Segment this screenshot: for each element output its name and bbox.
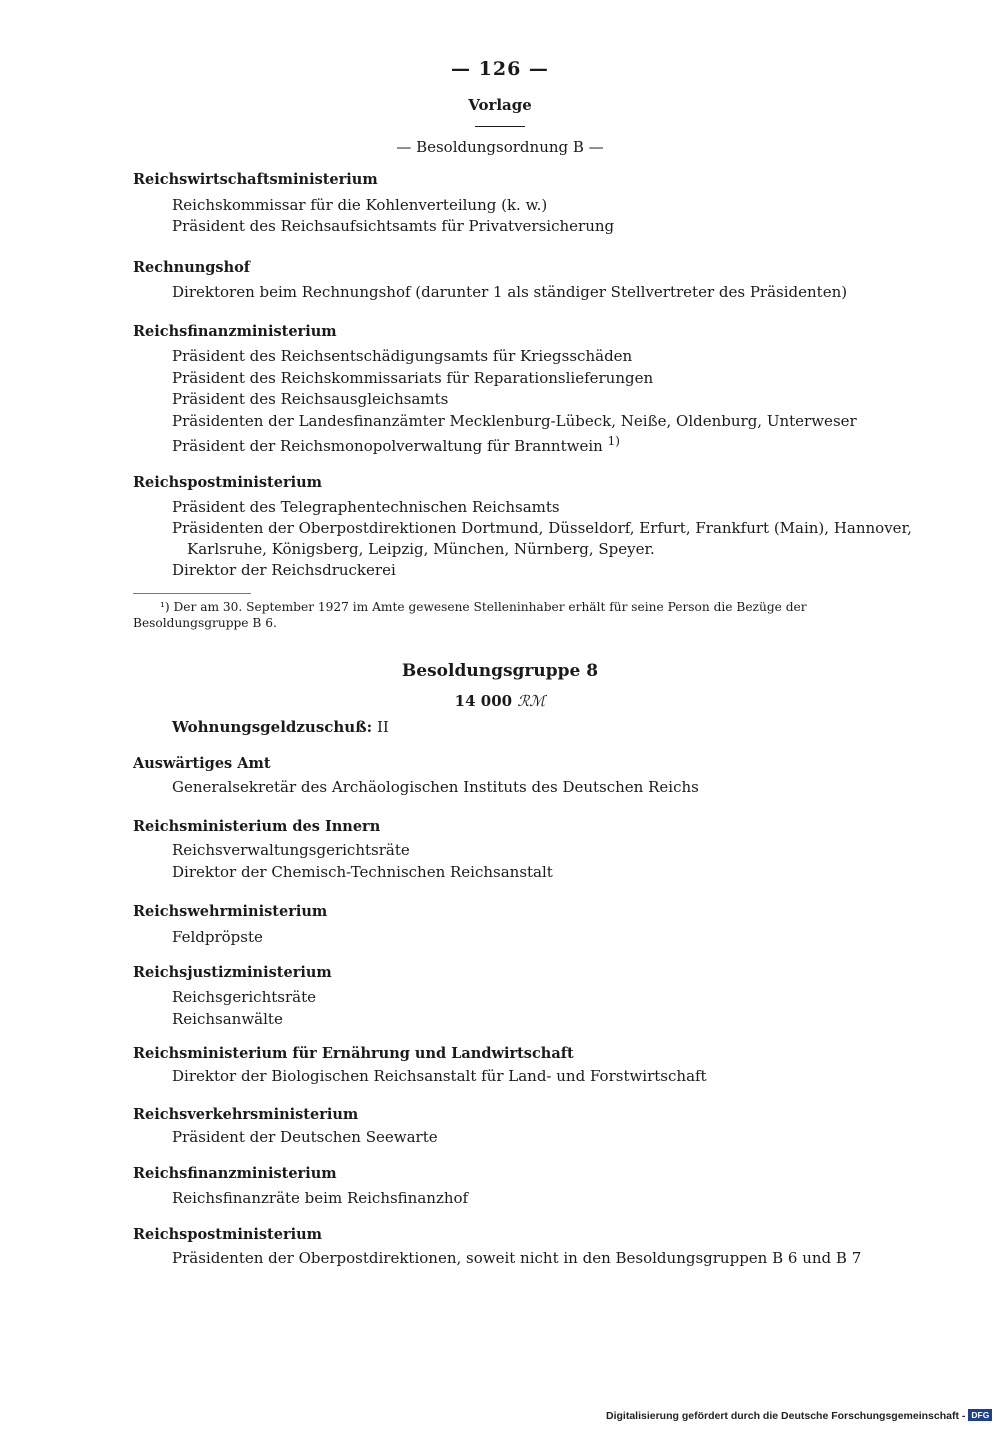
entry-line: Reichsfinanzräte beim Reichsfinanzhof xyxy=(172,1189,469,1207)
ministry-heading: Reichsministerium für Ernährung und Landwirtschaft xyxy=(133,1045,574,1062)
entry-line: Präsident des Reichsausgleichsamts xyxy=(172,390,449,408)
entry-line: Präsident der Reichsmonopolverwaltung für Branntwein $^{1)}$ xyxy=(172,434,620,455)
footnote-marker: 1) xyxy=(607,434,620,448)
title-divider xyxy=(475,126,525,127)
housing-allowance: Wohnungsgeldzuschuß: II xyxy=(172,718,389,736)
document-subtitle: — Besoldungsordnung B — xyxy=(396,138,604,156)
entry-line: Reichsanwälte xyxy=(172,1010,283,1028)
currency-symbol: ℛℳ xyxy=(517,692,546,710)
entry-line: Präsident des Telegraphentechnischen Reichsamts xyxy=(172,498,560,516)
digitization-credit: Digitalisierung gefördert durch die Deutsche Forschungsgemeinschaft - DFG xyxy=(606,1409,992,1422)
group-title: Besoldungsgruppe 8 xyxy=(401,661,599,681)
entry-line: Präsident des Reichskommissariats für Reparationslieferungen xyxy=(172,369,654,387)
entry-line: Feldpröpste xyxy=(172,928,263,946)
ministry-heading: Reichsfinanzministerium xyxy=(133,323,337,340)
document-title: Vorlage xyxy=(468,96,532,114)
entry-line: Präsident des Reichsaufsichtsamts für Privatversicherung xyxy=(172,217,615,235)
ministry-heading: Auswärtiges Amt xyxy=(133,755,271,772)
ministry-heading: Reichsfinanzministerium xyxy=(133,1165,337,1182)
entry-line: Präsidenten der Oberpostdirektionen, soweit nicht in den Besoldungsgruppen B 6 und B 7 xyxy=(172,1249,862,1267)
ministry-heading: Reichspostministerium xyxy=(133,474,323,491)
dfg-logo-icon: DFG xyxy=(968,1409,992,1421)
entry-line: Direktor der Chemisch-Technischen Reichsanstalt xyxy=(172,863,553,881)
entry-line: Präsidenten der Landesfinanzämter Mecklenburg-Lübeck, Neiße, Oldenburg, Unterweser xyxy=(172,412,857,430)
footnote-line: ¹) Der am 30. September 1927 im Amte gewesene Stelleninhaber erhält für seine Person die Bezüge der xyxy=(160,600,807,614)
entry-line: Präsident des Reichsentschädigungsamts für Kriegsschäden xyxy=(172,347,633,365)
ministry-heading: Rechnungshof xyxy=(133,259,251,276)
ministry-heading: Reichsministerium des Innern xyxy=(133,818,381,835)
entry-line: Direktoren beim Rechnungshof (darunter 1 als ständiger Stellvertreter des Präsidenten) xyxy=(172,283,848,301)
page-number: — 126 — xyxy=(451,58,549,80)
footnote-divider xyxy=(133,593,251,594)
entry-line: Präsident der Deutschen Seewarte xyxy=(172,1128,438,1146)
entry-line: Reichskommissar für die Kohlenverteilung (k. w.) xyxy=(172,196,548,214)
ministry-heading: Reichswehrministerium xyxy=(133,903,328,920)
footnote-line: Besoldungsgruppe B 6. xyxy=(133,616,277,630)
ministry-heading: Reichspostministerium xyxy=(133,1226,323,1243)
ministry-heading: Reichswirtschaftsministerium xyxy=(133,171,378,188)
entry-line: Reichsverwaltungsgerichtsräte xyxy=(172,841,410,859)
entry-line: Karlsruhe, Königsberg, Leipzig, München, Nürnberg, Speyer. xyxy=(187,540,655,558)
entry-line: Generalsekretär des Archäologischen Instituts des Deutschen Reichs xyxy=(172,778,699,796)
ministry-heading: Reichsverkehrsministerium xyxy=(133,1106,359,1123)
entry-line: Direktor der Reichsdruckerei xyxy=(172,561,396,579)
entry-line: Reichsgerichtsräte xyxy=(172,988,316,1006)
entry-line: Präsidenten der Oberpostdirektionen Dortmund, Düsseldorf, Erfurt, Frankfurt (Main), Hannover, xyxy=(172,519,912,537)
entry-line: Direktor der Biologischen Reichsanstalt für Land- und Forstwirtschaft xyxy=(172,1067,707,1085)
ministry-heading: Reichsjustizministerium xyxy=(133,964,332,981)
group-amount: 14 000 ℛℳ xyxy=(454,692,546,710)
